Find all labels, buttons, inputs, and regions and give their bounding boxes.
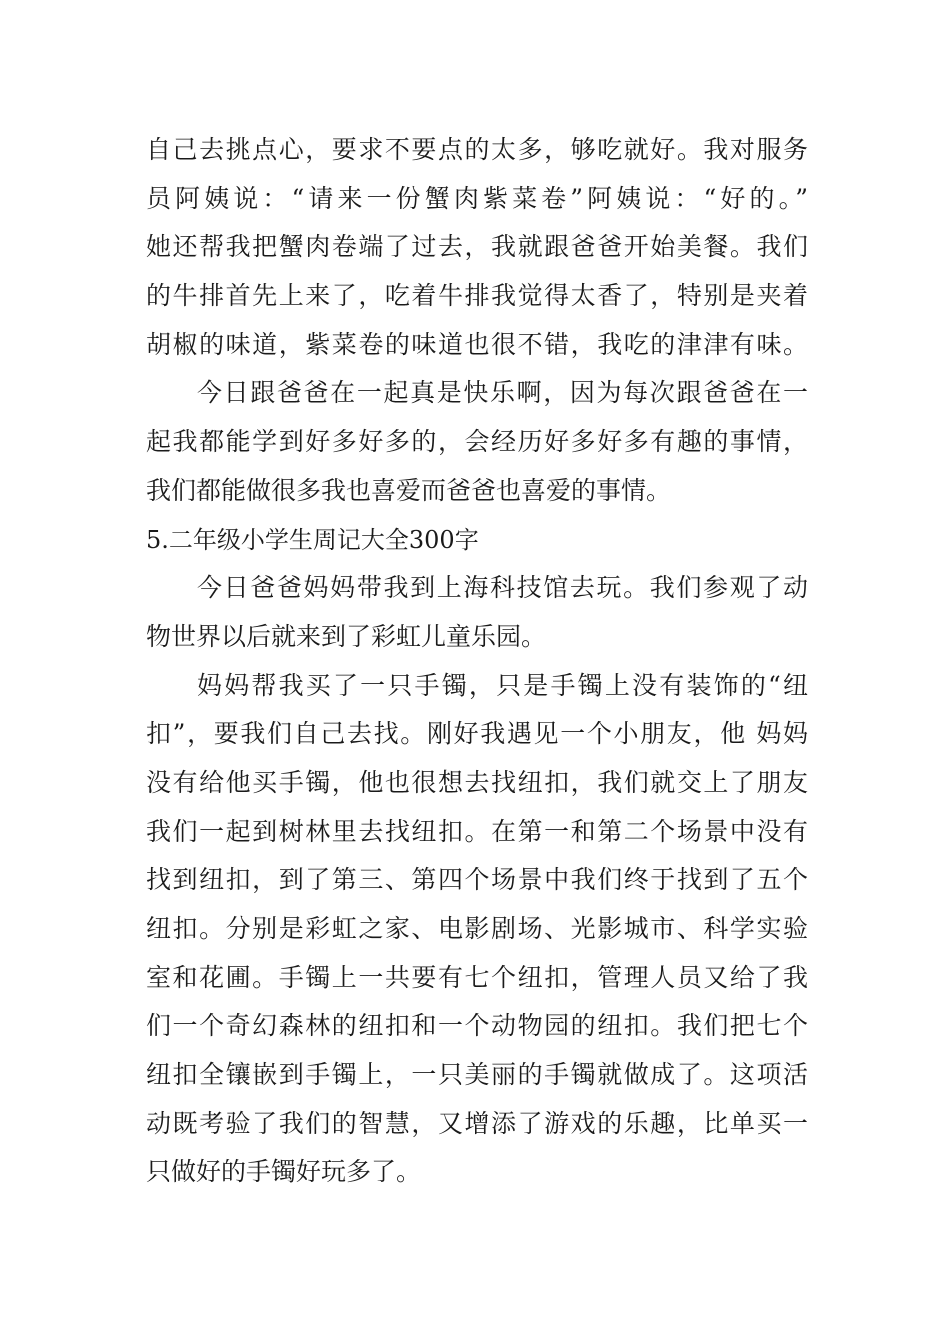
paragraph-line: 我们都能做很多我也喜爱而爸爸也喜爱的事情。 bbox=[146, 475, 672, 505]
paragraph-line: 自己去挑点心，要求不要点的太多，够吃就好。我对服务 bbox=[146, 135, 808, 164]
paragraph-line: 今日爸爸妈妈带我到上海科技馆去玩。我们参观了动 bbox=[197, 573, 808, 603]
paragraph-line: 纽扣。分别是彩虹之家、电影剧场、光影城市、科学实验 bbox=[146, 914, 808, 943]
paragraph-line: 她还帮我把蟹肉卷端了过去，我就跟爸爸开始美餐。我们 bbox=[146, 232, 808, 262]
paragraph-line: 找到纽扣，到了第三、第四个场景中我们终于找到了五个 bbox=[146, 865, 808, 895]
paragraph-line: 扣”，要我们自己去找。刚好我遇见一个小朋友，他 妈妈 bbox=[146, 719, 808, 749]
paragraph-line: 纽扣全镶嵌到手镯上，一只美丽的手镯就做成了。这项活 bbox=[146, 1060, 808, 1090]
paragraph-line: 今日跟爸爸在一起真是快乐啊，因为每次跟爸爸在一 bbox=[197, 378, 808, 408]
document-page bbox=[146, 126, 808, 1197]
paragraph-line: 动既考验了我们的智慧，又增添了游戏的乐趣，比单买一 bbox=[146, 1108, 808, 1138]
paragraph-line: 只做好的手镯好玩多了。 bbox=[146, 1157, 422, 1187]
paragraph-line: 起我都能学到好多好多的，会经历好多好多有趣的事情， bbox=[146, 427, 808, 457]
paragraph-line: 妈妈帮我买了一只手镯，只是手镯上没有装饰的“纽 bbox=[197, 670, 808, 700]
paragraph-line: 没有给他买手镯，他也很想去找纽扣，我们就交上了朋友 bbox=[146, 767, 808, 797]
paragraph-line: 们一个奇幻森林的纽扣和一个动物园的纽扣。我们把七个 bbox=[146, 1011, 808, 1041]
paragraph-line: 胡椒的味道，紫菜卷的味道也很不错，我吃的津津有味。 bbox=[146, 329, 808, 359]
paragraph-line: 我们一起到树林里去找纽扣。在第一和第二个场景中没有 bbox=[146, 816, 808, 846]
paragraph-line: 室和花圃。手镯上一共要有七个纽扣，管理人员又给了我 bbox=[146, 962, 808, 992]
section-heading: 5.二年级小学生周记大全300字 bbox=[146, 525, 479, 554]
paragraph-line: 员阿姨说：“请来一份蟹肉紫菜卷”阿姨说：“好的。” bbox=[146, 183, 808, 213]
paragraph-line: 物世界以后就来到了彩虹儿童乐园。 bbox=[146, 621, 547, 651]
paragraph-line: 的牛排首先上来了，吃着牛排我觉得太香了，特别是夹着 bbox=[146, 281, 808, 311]
